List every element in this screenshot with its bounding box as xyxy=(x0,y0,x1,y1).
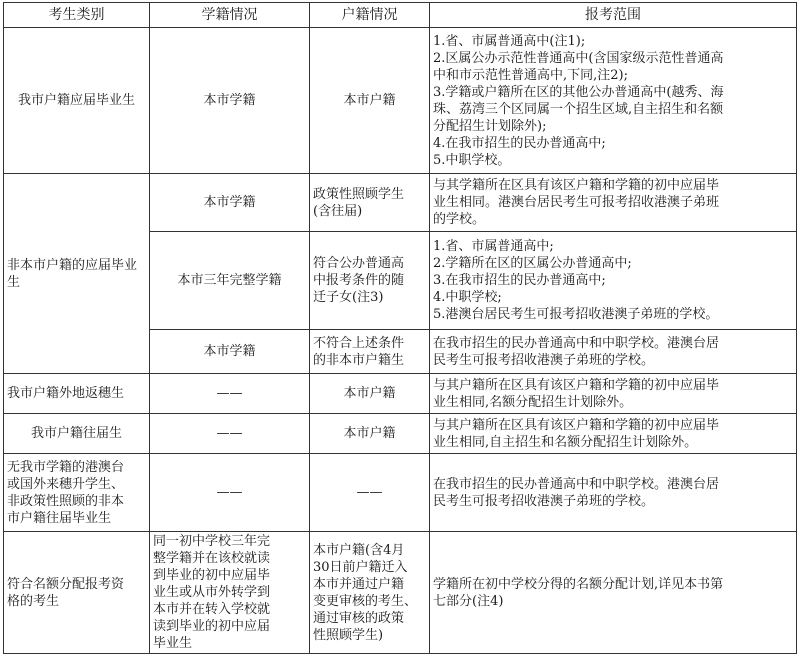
header-scope: 报考范围 xyxy=(430,3,797,28)
header-huji: 户籍情况 xyxy=(310,3,430,28)
scope-cell xyxy=(430,532,797,654)
huji-line: 不符合上述条件 xyxy=(313,335,405,351)
xueji-line: 到毕业的初中应届毕 xyxy=(153,568,271,583)
xueji-line: 业生或从市外转学到 xyxy=(153,585,271,600)
xueji-line: 同一初中学校三年完 xyxy=(153,534,271,549)
category-line: 市户籍往届毕业生 xyxy=(7,510,112,526)
table-row xyxy=(4,174,797,232)
huji-line: 符合公办普通高 xyxy=(313,256,405,271)
category-line: 符合名额分配报考资 xyxy=(7,576,125,592)
scope-line: 3.在我市招生的民办普通高中; xyxy=(433,273,606,288)
huji-cell xyxy=(310,232,430,330)
scope-line: 3.学籍或户籍所在区的其他公办普通高中(越秀、海 xyxy=(433,84,724,100)
xueji-cell: 本市学籍 xyxy=(150,174,310,232)
xueji-cell: 本市学籍 xyxy=(150,330,310,374)
category-cell: 非本市户籍的应届毕业生 xyxy=(4,174,150,374)
header-row xyxy=(4,3,797,28)
admission-scope-table xyxy=(3,2,797,654)
category-line: 无我市学籍的港澳台 xyxy=(7,459,125,475)
scope-line: 4.中职学校; xyxy=(433,290,502,305)
huji-cell: —— xyxy=(310,454,430,532)
scope-line: 1.省、市属普通高中; xyxy=(433,239,554,254)
scope-line: 5.中职学校。 xyxy=(433,152,511,168)
huji-line: 通过审核的政策 xyxy=(313,610,405,626)
scope-line: 民考生可报考招收港澳子弟班的学校。 xyxy=(433,493,655,509)
category-cell: 我市户籍外地返穗生 xyxy=(4,374,150,414)
scope-line: 业生相同,自主招生和名额分配招生计划除外。 xyxy=(433,434,698,450)
scope-line: 与其户籍所在区具有该区户籍和学籍的初中应届毕 xyxy=(433,417,720,433)
huji-cell xyxy=(310,532,430,654)
scope-cell xyxy=(430,330,797,374)
category-line: 或国外来穗升学生、 xyxy=(7,476,125,492)
huji-cell: 本市户籍 xyxy=(310,374,430,414)
scope-line: 在我市招生的民办普通高中和中职学校。港澳台居 xyxy=(433,476,720,492)
huji-line: 性照顾学生) xyxy=(313,627,384,643)
category-cell: 我市户籍往届生 xyxy=(4,414,150,454)
huji-cell: 本市户籍 xyxy=(310,414,430,454)
xueji-cell xyxy=(150,532,310,654)
scope-cell xyxy=(430,414,797,454)
category-cell xyxy=(4,454,150,532)
huji-line: 本市户籍(含4月 xyxy=(313,542,405,558)
huji-line: 本市并通过户籍 xyxy=(313,576,405,592)
scope-line: 2.学籍所在区的区属公办普通高中; xyxy=(433,256,632,271)
header-xueji: 学籍情况 xyxy=(150,3,310,28)
table-row xyxy=(4,454,797,532)
scope-line: 民考生可报考招收港澳子弟班的学校。 xyxy=(433,352,655,368)
huji-line: 变更审核的考生、 xyxy=(313,593,418,609)
table-row xyxy=(4,28,797,174)
scope-line: 4.在我市招生的民办普通高中; xyxy=(433,135,606,151)
huji-line: 中报考条件的随 xyxy=(313,273,405,288)
scope-cell xyxy=(430,374,797,414)
xueji-cell: —— xyxy=(150,414,310,454)
scope-line: 在我市招生的民办普通高中和中职学校。港澳台居 xyxy=(433,335,720,351)
category-line: 格的考生 xyxy=(7,593,60,609)
huji-cell xyxy=(310,330,430,374)
scope-cell xyxy=(430,454,797,532)
huji-cell: 本市户籍 xyxy=(310,28,430,174)
xueji-cell: —— xyxy=(150,374,310,414)
scope-line: 2.区属公办示范性普通高中(含国家级示范性普通高 xyxy=(433,50,724,66)
huji-line: 的非本市户籍生 xyxy=(313,352,405,368)
scope-line: 学籍所在初中学校分得的名额分配计划,详见本书第 xyxy=(433,576,724,592)
scope-cell xyxy=(430,174,797,232)
xueji-line: 整学籍并在该校就读 xyxy=(153,551,271,566)
xueji-cell: 本市三年完整学籍 xyxy=(150,232,310,330)
scope-line: 的学校。 xyxy=(433,212,486,227)
xueji-cell: 本市学籍 xyxy=(150,28,310,174)
scope-line: 1.省、市属普通高中(注1); xyxy=(433,33,586,49)
scope-line: 与其学籍所在区具有该区户籍和学籍的初中应届毕 xyxy=(433,178,720,193)
scope-line: 业生相同。港澳台居民考生可报考招收港澳子弟班 xyxy=(433,195,720,210)
scope-line: 5.港澳台居民考生可报考招收港澳子弟班的学校。 xyxy=(433,307,719,322)
category-cell: 我市户籍应届毕业生 xyxy=(4,28,150,174)
scope-line: 七部分(注4) xyxy=(433,593,504,609)
scope-line: 珠、荔湾三个区同属一个招生区域,自主招生和名额 xyxy=(433,101,724,117)
scope-line: 中和市示范性普通高中,下同,注2); xyxy=(433,67,628,83)
scope-line: 业生相同,名额分配招生计划除外。 xyxy=(433,394,633,410)
xueji-line: 毕业生 xyxy=(153,636,193,651)
huji-cell xyxy=(310,174,430,232)
scope-cell xyxy=(430,28,797,174)
scope-cell xyxy=(430,232,797,330)
scope-line: 与其户籍所在区具有该区户籍和学籍的初中应届毕 xyxy=(433,377,720,393)
xueji-line: 读到毕业的初中应届 xyxy=(153,619,271,634)
header-category: 考生类别 xyxy=(4,3,150,28)
huji-line: 政策性照顾学生 xyxy=(313,186,405,202)
category-cell xyxy=(4,532,150,654)
table-row xyxy=(4,532,797,654)
huji-line: (含往届) xyxy=(313,203,363,219)
xueji-line: 本市并在转入学校就 xyxy=(153,602,271,617)
xueji-cell: —— xyxy=(150,454,310,532)
scope-line: 分配招生计划除外); xyxy=(433,118,547,134)
category-line: 非政策性照顾的非本 xyxy=(7,493,125,509)
table-row xyxy=(4,374,797,414)
huji-line: 30日前户籍迁入 xyxy=(313,559,408,575)
table-row xyxy=(4,414,797,454)
huji-line: 迁子女(注3) xyxy=(313,290,384,305)
